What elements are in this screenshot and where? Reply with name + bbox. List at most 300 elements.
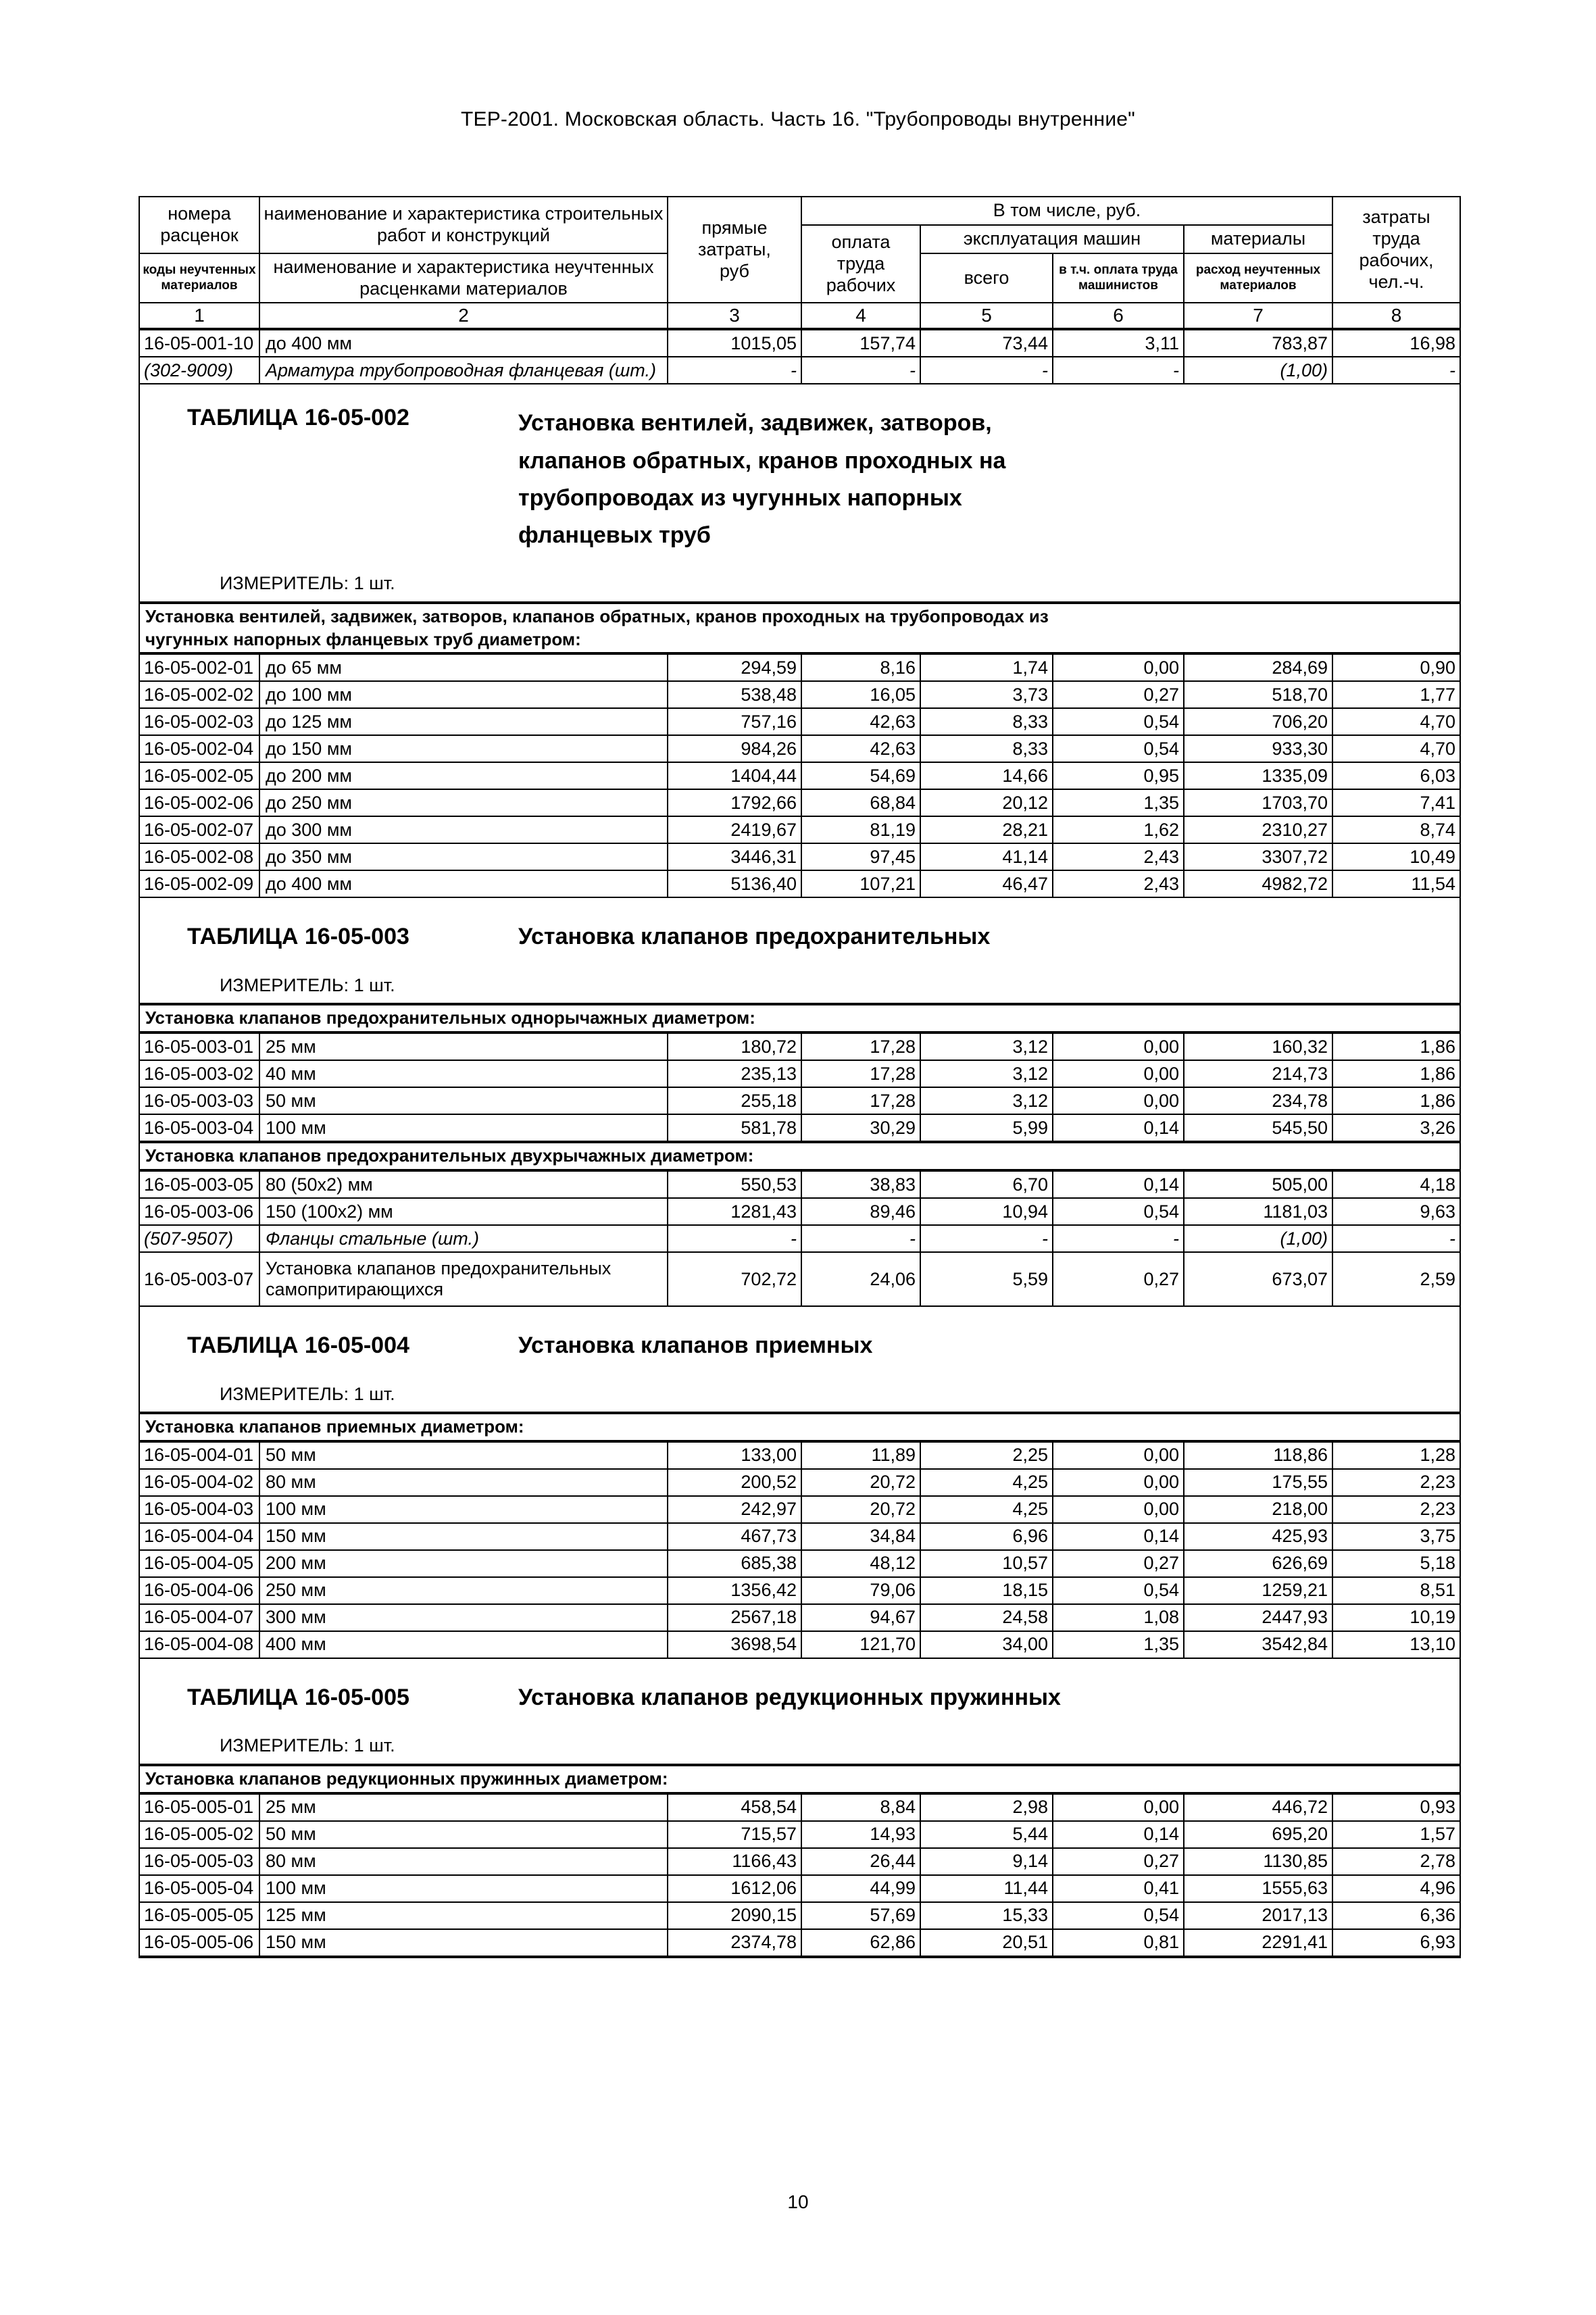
row-value-5: - <box>920 1225 1053 1252</box>
table-label: ТАБЛИЦА 16-05-003 <box>187 924 409 950</box>
row-code: 16-05-004-04 <box>139 1523 259 1550</box>
row-value-8: 1,86 <box>1332 1060 1460 1087</box>
section-title: Установка вентилей, задвижек, затворов, клапанов обратных, кранов проходных на трубопроводах из чугунных напорных фланцевых труб диаметром: <box>139 603 1460 654</box>
row-value-5: 73,44 <box>920 329 1053 357</box>
row-value-5: 14,66 <box>920 762 1053 789</box>
table-title: Установка клапанов приемных <box>518 1333 873 1359</box>
row-value-6: 1,62 <box>1053 816 1184 843</box>
measure-unit-row <box>139 1728 1460 1765</box>
row-description: 100 мм <box>259 1114 668 1142</box>
row-description: до 400 мм <box>259 329 668 357</box>
table-block-header-cell <box>139 897 1460 968</box>
header-cell-material-consumption: расход неучтенных материалов <box>1184 253 1332 303</box>
section-title-row <box>139 603 1460 654</box>
row-value-8: 1,28 <box>1332 1441 1460 1469</box>
row-value-7: 118,86 <box>1184 1441 1332 1469</box>
row-value-5: 15,33 <box>920 1902 1053 1929</box>
row-value-3: 1166,43 <box>668 1848 801 1875</box>
row-value-5: 6,70 <box>920 1170 1053 1198</box>
table-row <box>139 1032 1460 1060</box>
row-value-8: 11,54 <box>1332 870 1460 897</box>
row-value-6: 0,00 <box>1053 1469 1184 1496</box>
header-group-included: В том числе, руб. <box>801 197 1332 225</box>
row-code: 16-05-003-06 <box>139 1198 259 1225</box>
row-description: до 65 мм <box>259 653 668 681</box>
row-value-4: 157,74 <box>801 329 920 357</box>
row-value-6: 0,54 <box>1053 735 1184 762</box>
row-code: 16-05-004-07 <box>139 1604 259 1631</box>
row-value-6: 0,00 <box>1053 653 1184 681</box>
row-value-3: 702,72 <box>668 1252 801 1306</box>
row-value-4: 48,12 <box>801 1550 920 1577</box>
row-value-6: 0,27 <box>1053 1252 1184 1306</box>
row-value-3: 538,48 <box>668 681 801 708</box>
row-code: (507-9507) <box>139 1225 259 1252</box>
cost-estimate-table <box>139 196 1461 1958</box>
row-code: 16-05-002-05 <box>139 762 259 789</box>
row-value-3: - <box>668 357 801 384</box>
row-description: 50 мм <box>259 1821 668 1848</box>
row-value-7: 505,00 <box>1184 1170 1332 1198</box>
row-value-7: 2447,93 <box>1184 1604 1332 1631</box>
row-value-3: 685,38 <box>668 1550 801 1577</box>
row-code: 16-05-001-10 <box>139 329 259 357</box>
row-value-3: 1356,42 <box>668 1577 801 1604</box>
table-row <box>139 1902 1460 1929</box>
row-value-5: 3,73 <box>920 681 1053 708</box>
row-value-7: 214,73 <box>1184 1060 1332 1087</box>
row-value-6: 0,00 <box>1053 1793 1184 1821</box>
row-description: 250 мм <box>259 1577 668 1604</box>
row-value-4: 81,19 <box>801 816 920 843</box>
row-value-8: 6,36 <box>1332 1902 1460 1929</box>
row-description: до 200 мм <box>259 762 668 789</box>
header-cell-work-name: наименование и характеристика строительных работ и конструкций <box>259 197 668 253</box>
row-value-3: 1281,43 <box>668 1198 801 1225</box>
row-value-4: 8,16 <box>801 653 920 681</box>
table-row <box>139 1225 1460 1252</box>
row-code: 16-05-002-09 <box>139 870 259 897</box>
header-cell-operator-pay: в т.ч. оплата труда машинистов <box>1053 253 1184 303</box>
row-description: 150 (100x2) мм <box>259 1198 668 1225</box>
row-value-3: 1015,05 <box>668 329 801 357</box>
table-label: ТАБЛИЦА 16-05-004 <box>187 1333 409 1359</box>
row-description: Установка клапанов предохранительных самопритирающихся <box>259 1252 668 1306</box>
row-value-4: 57,69 <box>801 1902 920 1929</box>
column-number-8: 8 <box>1332 303 1460 329</box>
row-description: до 400 мм <box>259 870 668 897</box>
table-row <box>139 1848 1460 1875</box>
row-value-4: 26,44 <box>801 1848 920 1875</box>
row-value-8: 13,10 <box>1332 1631 1460 1658</box>
row-value-6: 0,54 <box>1053 1198 1184 1225</box>
table-row <box>139 1060 1460 1087</box>
row-value-8: 16,98 <box>1332 329 1460 357</box>
row-value-8: 4,70 <box>1332 708 1460 735</box>
table-row <box>139 1469 1460 1496</box>
row-code: 16-05-003-02 <box>139 1060 259 1087</box>
row-value-6: 0,00 <box>1053 1496 1184 1523</box>
row-value-3: 235,13 <box>668 1060 801 1087</box>
row-description: 300 мм <box>259 1604 668 1631</box>
row-value-6: - <box>1053 1225 1184 1252</box>
row-value-5: 5,59 <box>920 1252 1053 1306</box>
row-value-8: 2,59 <box>1332 1252 1460 1306</box>
row-value-3: 180,72 <box>668 1032 801 1060</box>
table-title: Установка вентилей, задвижек, затворов, клапанов обратных, кранов проходных на трубопроводах из чугунных напорных фланцевых труб <box>518 410 1006 548</box>
column-number-5: 5 <box>920 303 1053 329</box>
row-value-6: 0,14 <box>1053 1114 1184 1142</box>
row-value-7: 706,20 <box>1184 708 1332 735</box>
row-description: Арматура трубопроводная фланцевая (шт.) <box>259 357 668 384</box>
row-description: 150 мм <box>259 1523 668 1550</box>
row-value-7: 446,72 <box>1184 1793 1332 1821</box>
row-value-5: 5,99 <box>920 1114 1053 1142</box>
table-block-header <box>139 384 1460 566</box>
table-row <box>139 1821 1460 1848</box>
row-value-4: 79,06 <box>801 1577 920 1604</box>
row-value-7: 3542,84 <box>1184 1631 1332 1658</box>
row-value-5: 4,25 <box>920 1496 1053 1523</box>
row-value-7: 1703,70 <box>1184 789 1332 816</box>
row-value-5: 11,44 <box>920 1875 1053 1902</box>
row-value-3: 294,59 <box>668 653 801 681</box>
row-description: 100 мм <box>259 1875 668 1902</box>
section-title: Установка клапанов редукционных пружинных диаметром: <box>139 1765 1460 1793</box>
row-value-3: 200,52 <box>668 1469 801 1496</box>
row-value-5: 3,12 <box>920 1060 1053 1087</box>
row-value-7: 175,55 <box>1184 1469 1332 1496</box>
row-value-8: 0,93 <box>1332 1793 1460 1821</box>
row-code: 16-05-004-08 <box>139 1631 259 1658</box>
row-value-7: 4982,72 <box>1184 870 1332 897</box>
row-value-7: 933,30 <box>1184 735 1332 762</box>
row-value-4: 34,84 <box>801 1523 920 1550</box>
row-code: 16-05-004-05 <box>139 1550 259 1577</box>
row-value-6: 0,54 <box>1053 708 1184 735</box>
row-code: 16-05-003-05 <box>139 1170 259 1198</box>
row-value-3: 1792,66 <box>668 789 801 816</box>
row-value-4: 20,72 <box>801 1469 920 1496</box>
table-row <box>139 1929 1460 1957</box>
row-code: 16-05-002-08 <box>139 843 259 870</box>
measure-unit-label: ИЗМЕРИТЕЛЬ: 1 шт. <box>139 1728 1460 1765</box>
table-row <box>139 789 1460 816</box>
row-value-8: 1,57 <box>1332 1821 1460 1848</box>
row-value-4: 94,67 <box>801 1604 920 1631</box>
row-code: 16-05-003-04 <box>139 1114 259 1142</box>
row-value-3: 2374,78 <box>668 1929 801 1957</box>
measure-unit-label: ИЗМЕРИТЕЛЬ: 1 шт. <box>139 1376 1460 1413</box>
row-value-6: 0,27 <box>1053 681 1184 708</box>
row-value-6: 0,14 <box>1053 1523 1184 1550</box>
row-value-6: 3,11 <box>1053 329 1184 357</box>
row-description: 80 мм <box>259 1469 668 1496</box>
row-code: 16-05-003-07 <box>139 1252 259 1306</box>
row-code: 16-05-002-03 <box>139 708 259 735</box>
row-description: Фланцы стальные (шт.) <box>259 1225 668 1252</box>
row-value-6: 0,27 <box>1053 1848 1184 1875</box>
measure-unit-row <box>139 1376 1460 1413</box>
row-value-5: 10,94 <box>920 1198 1053 1225</box>
table-row <box>139 1550 1460 1577</box>
row-description: 400 мм <box>259 1631 668 1658</box>
row-code: 16-05-003-01 <box>139 1032 259 1060</box>
row-value-5: 2,25 <box>920 1441 1053 1469</box>
header-cell-codes: номера расценок <box>139 197 259 253</box>
table-block-header-cell <box>139 1658 1460 1728</box>
table-row <box>139 708 1460 735</box>
table-block-header <box>139 1658 1460 1728</box>
row-value-4: 17,28 <box>801 1060 920 1087</box>
row-code: 16-05-005-06 <box>139 1929 259 1957</box>
row-value-7: 1555,63 <box>1184 1875 1332 1902</box>
table-row <box>139 357 1460 384</box>
row-value-3: 550,53 <box>668 1170 801 1198</box>
row-code: 16-05-005-05 <box>139 1902 259 1929</box>
header-group-materials: материалы <box>1184 225 1332 253</box>
row-value-5: 8,33 <box>920 735 1053 762</box>
row-description: до 250 мм <box>259 789 668 816</box>
row-value-8: 4,96 <box>1332 1875 1460 1902</box>
row-value-5: 18,15 <box>920 1577 1053 1604</box>
table-label: ТАБЛИЦА 16-05-002 <box>187 405 409 431</box>
table-row <box>139 1441 1460 1469</box>
row-description: 125 мм <box>259 1902 668 1929</box>
row-value-6: 2,43 <box>1053 870 1184 897</box>
row-value-7: 425,93 <box>1184 1523 1332 1550</box>
row-value-6: 2,43 <box>1053 843 1184 870</box>
row-value-5: 3,12 <box>920 1032 1053 1060</box>
row-description: до 100 мм <box>259 681 668 708</box>
header-cell-unaccounted-materials: наименование и характеристика неучтенных расценками материалов <box>259 253 668 303</box>
row-value-3: 757,16 <box>668 708 801 735</box>
row-value-6: 1,08 <box>1053 1604 1184 1631</box>
section-title-row <box>139 1142 1460 1170</box>
row-value-8: 4,70 <box>1332 735 1460 762</box>
row-value-4: 17,28 <box>801 1087 920 1114</box>
row-description: 40 мм <box>259 1060 668 1087</box>
row-value-4: 42,63 <box>801 708 920 735</box>
row-description: до 150 мм <box>259 735 668 762</box>
row-value-4: 89,46 <box>801 1198 920 1225</box>
row-value-7: (1,00) <box>1184 1225 1332 1252</box>
section-title: Установка клапанов предохранительных двухрычажных диаметром: <box>139 1142 1460 1170</box>
row-value-3: 984,26 <box>668 735 801 762</box>
table-label: ТАБЛИЦА 16-05-005 <box>187 1684 409 1710</box>
row-value-4: 17,28 <box>801 1032 920 1060</box>
column-number-7: 7 <box>1184 303 1332 329</box>
row-value-3: 5136,40 <box>668 870 801 897</box>
row-code: 16-05-002-01 <box>139 653 259 681</box>
row-value-4: 62,86 <box>801 1929 920 1957</box>
column-number-3: 3 <box>668 303 801 329</box>
row-value-4: 24,06 <box>801 1252 920 1306</box>
table-row <box>139 1604 1460 1631</box>
row-value-5: 20,51 <box>920 1929 1053 1957</box>
row-value-8: 6,03 <box>1332 762 1460 789</box>
row-value-8: 2,23 <box>1332 1469 1460 1496</box>
measure-unit-label: ИЗМЕРИТЕЛЬ: 1 шт. <box>139 566 1460 603</box>
row-value-7: 284,69 <box>1184 653 1332 681</box>
row-value-7: 1335,09 <box>1184 762 1332 789</box>
row-value-8: 4,18 <box>1332 1170 1460 1198</box>
measure-unit-label: ИЗМЕРИТЕЛЬ: 1 шт. <box>139 968 1460 1004</box>
row-value-5: 28,21 <box>920 816 1053 843</box>
row-value-6: 0,14 <box>1053 1821 1184 1848</box>
row-value-8: 1,77 <box>1332 681 1460 708</box>
row-code: 16-05-004-01 <box>139 1441 259 1469</box>
table-row <box>139 1577 1460 1604</box>
row-value-8: 10,49 <box>1332 843 1460 870</box>
row-description: 100 мм <box>259 1496 668 1523</box>
table-row <box>139 762 1460 789</box>
table-row <box>139 870 1460 897</box>
section-title-row <box>139 1413 1460 1441</box>
row-value-7: 626,69 <box>1184 1550 1332 1577</box>
table-row <box>139 843 1460 870</box>
row-value-5: - <box>920 357 1053 384</box>
row-value-7: 160,32 <box>1184 1032 1332 1060</box>
table-title: Установка клапанов предохранительных <box>518 924 991 950</box>
row-value-8: 8,51 <box>1332 1577 1460 1604</box>
row-description: 80 (50x2) мм <box>259 1170 668 1198</box>
row-value-6: 0,00 <box>1053 1032 1184 1060</box>
table-row <box>139 1875 1460 1902</box>
table-row <box>139 1793 1460 1821</box>
row-value-6: 0,54 <box>1053 1577 1184 1604</box>
header-cell-labor-costs: затраты труда рабочих, чел.-ч. <box>1332 197 1460 303</box>
row-value-4: 11,89 <box>801 1441 920 1469</box>
row-value-8: 2,78 <box>1332 1848 1460 1875</box>
table-row <box>139 1170 1460 1198</box>
row-value-6: - <box>1053 357 1184 384</box>
row-description: 50 мм <box>259 1087 668 1114</box>
row-value-6: 1,35 <box>1053 789 1184 816</box>
measure-unit-row <box>139 566 1460 603</box>
row-code: 16-05-005-01 <box>139 1793 259 1821</box>
row-code: 16-05-002-02 <box>139 681 259 708</box>
row-value-3: 133,00 <box>668 1441 801 1469</box>
header-cell-direct-costs: прямые затраты, руб <box>668 197 801 303</box>
row-value-7: 3307,72 <box>1184 843 1332 870</box>
row-value-7: 1181,03 <box>1184 1198 1332 1225</box>
row-value-8: 7,41 <box>1332 789 1460 816</box>
row-code: (302-9009) <box>139 357 259 384</box>
row-value-4: 38,83 <box>801 1170 920 1198</box>
row-value-7: 234,78 <box>1184 1087 1332 1114</box>
table-row <box>139 1198 1460 1225</box>
row-value-3: 2090,15 <box>668 1902 801 1929</box>
table-block-header-cell <box>139 384 1460 566</box>
row-value-5: 20,12 <box>920 789 1053 816</box>
row-value-4: 16,05 <box>801 681 920 708</box>
row-value-6: 0,41 <box>1053 1875 1184 1902</box>
row-value-5: 41,14 <box>920 843 1053 870</box>
row-description: 150 мм <box>259 1929 668 1957</box>
section-title-row <box>139 1765 1460 1793</box>
row-value-3: 3698,54 <box>668 1631 801 1658</box>
row-value-8: 8,74 <box>1332 816 1460 843</box>
row-value-7: 2017,13 <box>1184 1902 1332 1929</box>
row-value-3: 255,18 <box>668 1087 801 1114</box>
row-value-4: 42,63 <box>801 735 920 762</box>
row-value-7: 1259,21 <box>1184 1577 1332 1604</box>
row-value-8: - <box>1332 1225 1460 1252</box>
measure-unit-row <box>139 968 1460 1004</box>
row-description: 50 мм <box>259 1441 668 1469</box>
row-value-6: 0,81 <box>1053 1929 1184 1957</box>
row-value-5: 4,25 <box>920 1469 1053 1496</box>
row-value-3: 242,97 <box>668 1496 801 1523</box>
row-value-5: 34,00 <box>920 1631 1053 1658</box>
table-block-header-cell <box>139 1306 1460 1376</box>
row-value-3: 715,57 <box>668 1821 801 1848</box>
row-value-5: 8,33 <box>920 708 1053 735</box>
page-number: 10 <box>787 2191 809 2212</box>
section-title: Установка клапанов предохранительных однорычажных диаметром: <box>139 1004 1460 1032</box>
column-number-1: 1 <box>139 303 259 329</box>
row-value-5: 9,14 <box>920 1848 1053 1875</box>
row-value-3: 1612,06 <box>668 1875 801 1902</box>
row-value-4: 30,29 <box>801 1114 920 1142</box>
section-title: Установка клапанов приемных диаметром: <box>139 1413 1460 1441</box>
header-group-machine-operation: эксплуатация машин <box>920 225 1184 253</box>
table-row <box>139 1496 1460 1523</box>
table-block-header <box>139 897 1460 968</box>
row-value-6: 1,35 <box>1053 1631 1184 1658</box>
row-value-3: - <box>668 1225 801 1252</box>
row-value-8: 3,75 <box>1332 1523 1460 1550</box>
header-cell-machines-total: всего <box>920 253 1053 303</box>
row-value-6: 0,95 <box>1053 762 1184 789</box>
row-value-3: 2567,18 <box>668 1604 801 1631</box>
row-value-7: 218,00 <box>1184 1496 1332 1523</box>
row-value-5: 2,98 <box>920 1793 1053 1821</box>
row-value-4: 68,84 <box>801 789 920 816</box>
row-value-7: 783,87 <box>1184 329 1332 357</box>
row-code: 16-05-005-04 <box>139 1875 259 1902</box>
row-value-4: 14,93 <box>801 1821 920 1848</box>
row-description: до 125 мм <box>259 708 668 735</box>
table-title: Установка клапанов редукционных пружинных <box>518 1684 1061 1710</box>
row-value-8: 6,93 <box>1332 1929 1460 1957</box>
row-code: 16-05-005-02 <box>139 1821 259 1848</box>
row-value-3: 581,78 <box>668 1114 801 1142</box>
row-code: 16-05-002-04 <box>139 735 259 762</box>
row-value-7: 695,20 <box>1184 1821 1332 1848</box>
header-cell-codes-sub: коды неучтенных материалов <box>139 253 259 303</box>
row-value-7: 1130,85 <box>1184 1848 1332 1875</box>
row-value-3: 3446,31 <box>668 843 801 870</box>
column-number-row <box>139 303 1460 329</box>
row-description: до 350 мм <box>259 843 668 870</box>
row-value-3: 458,54 <box>668 1793 801 1821</box>
row-value-6: 0,00 <box>1053 1441 1184 1469</box>
table-row <box>139 1631 1460 1658</box>
row-value-8: 0,90 <box>1332 653 1460 681</box>
table-header-row-1 <box>139 197 1460 225</box>
row-value-5: 3,12 <box>920 1087 1053 1114</box>
table-row <box>139 1087 1460 1114</box>
table-row <box>139 329 1460 357</box>
row-value-8: 9,63 <box>1332 1198 1460 1225</box>
row-description: до 300 мм <box>259 816 668 843</box>
column-number-4: 4 <box>801 303 920 329</box>
column-number-6: 6 <box>1053 303 1184 329</box>
row-code: 16-05-004-02 <box>139 1469 259 1496</box>
row-code: 16-05-002-06 <box>139 789 259 816</box>
